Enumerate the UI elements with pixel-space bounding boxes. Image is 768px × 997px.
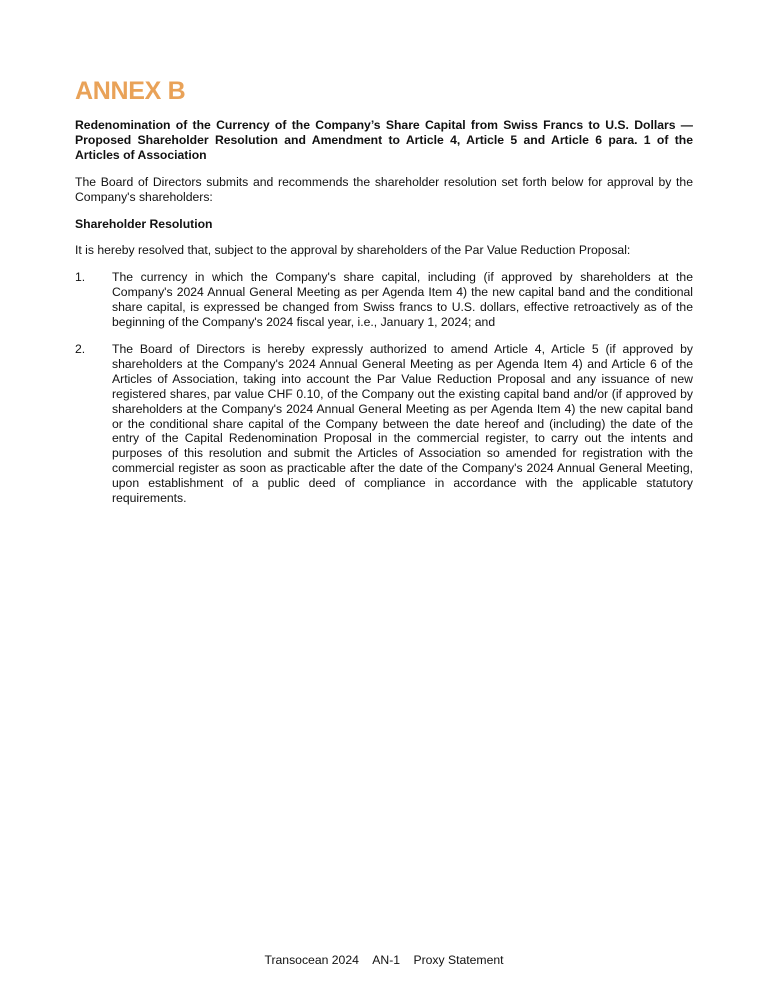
document-page	[75, 76, 693, 506]
item-number: 2.	[75, 341, 86, 356]
section-heading: Shareholder Resolution	[75, 216, 213, 231]
annex-title: ANNEX B	[75, 77, 186, 105]
item-text: The Board of Directors is hereby expressly authorized to amend Article 4, Article 5 (if approved by shareholders at the Company's 2024 Annual General Meeting as per Agenda Item 4) and Article 6 of the Articles of Association, taking into account the Par Value Reduction Proposal and any issuance of new registered shares, par value CHF 0.10, of the Company out the existing capital band and/or (if approved by shareholders at the Company's 2024 Annual General Meeting as per Agenda Item 4) the new capital band or the conditional share capital of the Company between the date hereof and (including) the date of the entry of the Capital Redenomination Proposal in the commercial register, to carry out the intents and purposes of this resolution and submit the Articles of Association so amended for registration with the commercial register as soon as practicable after the date of the Company's 2024 Annual General Meeting, upon establishment of a public deed of compliance in accordance with the applicable statutory requirements.	[112, 341, 693, 506]
page-footer	[0, 953, 768, 967]
footer-document: Proxy Statement	[413, 953, 504, 967]
annex-subtitle: Redenomination of the Currency of the Company’s Share Capital from Swiss Francs to U.S. Dollars — Proposed Shareholder Resolution and Amendment to Article 4, Article 5 and Article 6 para. 1 of the Articles of Association	[75, 118, 693, 162]
item-number: 1.	[75, 270, 86, 285]
resolution-item	[75, 270, 693, 330]
footer-page-number: AN-1	[372, 953, 401, 967]
resolved-paragraph: It is hereby resolved that, subject to the approval by shareholders of the Par Value Reduction Proposal:	[75, 243, 631, 258]
intro-paragraph: The Board of Directors submits and recommends the shareholder resolution set forth below for approval by the Company's shareholders:	[75, 174, 693, 204]
resolution-item	[75, 342, 693, 506]
footer-company: Transocean 2024	[264, 953, 359, 967]
item-text: The currency in which the Company's share capital, including (if approved by shareholders at the Company's 2024 Annual General Meeting as per Agenda Item 4) the new capital band and the conditional share capital, is expressed be changed from Swiss francs to U.S. dollars, effective retroactively as of the beginning of the Company's 2024 fiscal year, i.e., January 1, 2024; and	[112, 270, 693, 330]
